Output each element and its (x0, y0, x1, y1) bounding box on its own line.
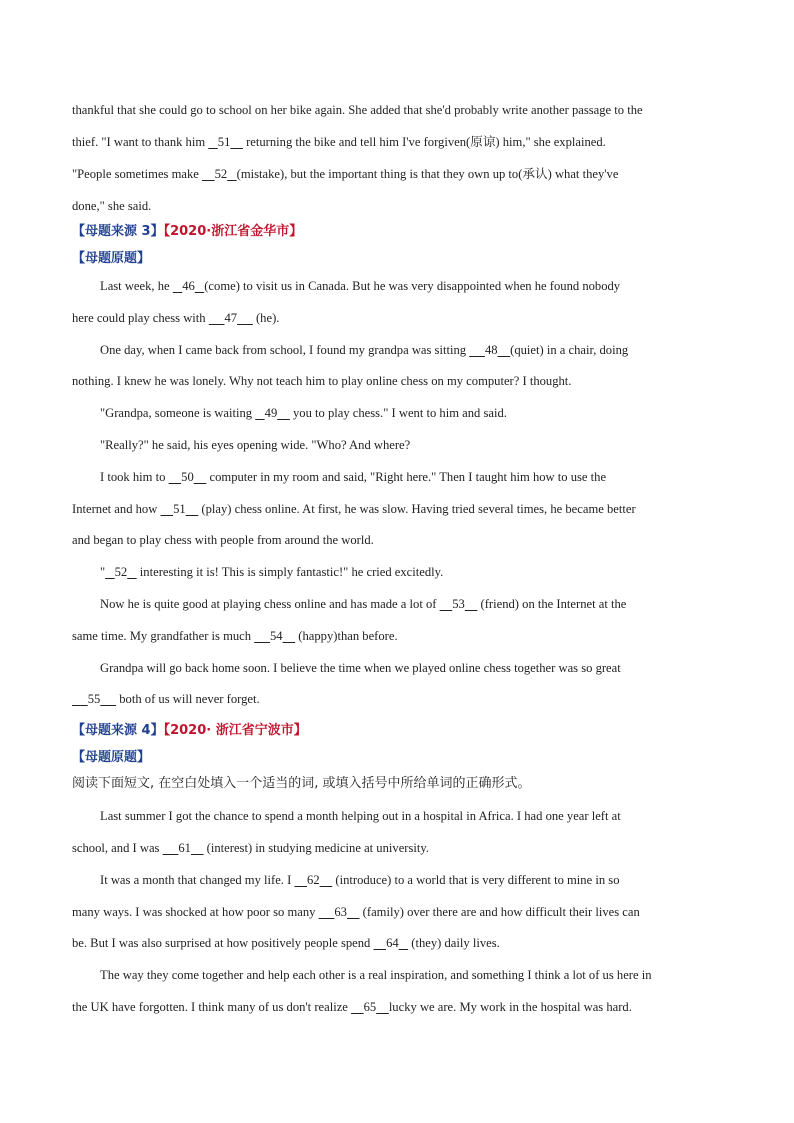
question-label: 【母题原题】 (72, 251, 151, 266)
text-line: It was a month that changed my life. I 62 (introduce) to a world that is very different to mine in so (100, 873, 620, 887)
text-line: "Really?" he said, his eyes opening wide. "Who? And where? (100, 438, 411, 452)
text-line (72, 165, 722, 183)
paragraph-text: (mistake), but the important thing is that they own up to(承认) what they've (236, 167, 619, 181)
source-origin: 【2020·浙江省金华市】 (163, 224, 303, 239)
source-heading (72, 223, 302, 241)
text-line: and began to play chess with people from around the world. (72, 533, 374, 547)
instruction-text: 阅读下面短文, 在空白处填入一个适当的词, 或填入括号中所给单词的正确形式。 (72, 776, 531, 791)
text-line: same time. My grandfather is much 54 (happy)than before. (72, 629, 398, 643)
source-heading (72, 722, 307, 740)
text-line: be. But I was also surprised at how positively people spend 64 (they) daily lives. (72, 936, 500, 950)
source-origin: 【2020· 浙江省宁波市】 (163, 723, 307, 738)
text-line: 55 both of us will never forget. (72, 690, 722, 708)
answer-blank-64[interactable]: 64 (386, 936, 399, 950)
text-line: here could play chess with 47 (he). (72, 311, 280, 325)
text-line: Grandpa will go back home soon. I believe the time when we played online chess together was so great (100, 661, 621, 675)
paragraph-text: thief. "I want to thank him (72, 135, 209, 149)
paragraph-text: thankful that she could go to school on her bike again. She added that she'd probably write another passage to the (72, 103, 643, 117)
text-line: One day, when I came back from school, I found my grandpa was sitting 48 (quiet) in a chair, doing (100, 343, 629, 357)
text-line: Internet and how 51 (play) chess online. At first, he was slow. Having tried several times, he became better (72, 502, 636, 516)
text-line: "Grandpa, someone is waiting 49 you to play chess." I went to him and said. (100, 406, 507, 420)
text-line (72, 101, 722, 119)
question-heading (72, 749, 150, 767)
answer-blank-46[interactable]: 46 (182, 279, 195, 293)
text-line: the UK have forgotten. I think many of us don't realize 65 lucky we are. My work in the hospital was hard. (72, 1000, 632, 1014)
source-label: 【母题来源 4】 (72, 723, 164, 738)
answer-blank-47[interactable]: 47 (224, 311, 238, 325)
answer-blank-52[interactable]: 52 (214, 167, 228, 181)
answer-blank-65[interactable]: 65 (363, 1000, 377, 1014)
answer-blank-48[interactable]: 48 (484, 343, 498, 357)
text-line (72, 133, 722, 151)
answer-blank-63[interactable]: 63 (334, 905, 347, 919)
text-line: many ways. I was shocked at how poor so many 63 (family) over there are and how difficult their lives can (72, 905, 640, 919)
text-line: nothing. I knew he was lonely. Why not teach him to play online chess on my computer? I thought. (72, 374, 572, 388)
question-label: 【母题原题】 (72, 750, 151, 765)
answer-blank-62[interactable]: 62 (307, 873, 320, 887)
answer-blank-49[interactable]: 49 (264, 406, 278, 420)
text-line: " 52 interesting it is! This is simply fantastic!" he cried excitedly. (100, 565, 444, 579)
answer-blank-51b[interactable]: 51 (173, 502, 186, 516)
question-heading (72, 250, 150, 268)
answer-blank-50[interactable]: 50 (181, 470, 194, 484)
text-line: The way they come together and help each other is a real inspiration, and something I think a lot of us here in (100, 968, 652, 982)
answer-blank-52b[interactable]: 52 (114, 565, 128, 579)
paragraph-text: returning the bike and tell him I've forgiven(原谅) him," she explained. (242, 135, 606, 149)
text-line: Last summer I got the chance to spend a month helping out in a hospital in Africa. I had one year left at (100, 809, 621, 823)
paragraph-text: done," she said. (72, 199, 152, 213)
paragraph-text: "People sometimes make (72, 167, 203, 181)
answer-blank-53[interactable]: 53 (452, 597, 465, 611)
text-line: I took him to 50 computer in my room and said, "Right here." Then I taught him how to use the (100, 470, 607, 484)
text-line: school, and I was 61 (interest) in studying medicine at university. (72, 841, 430, 855)
answer-blank-51[interactable]: 51 (217, 135, 231, 149)
text-line: Last week, he 46 (come) to visit us in Canada. But he was very disappointed when he found nobody (100, 279, 621, 293)
answer-blank-55[interactable]: 55 (87, 692, 101, 706)
text-line: Now he is quite good at playing chess online and has made a lot of 53 (friend) on the Internet at the (100, 597, 627, 611)
source-label: 【母题来源 3】 (72, 224, 164, 239)
answer-blank-54[interactable]: 54 (269, 629, 283, 643)
text-line (72, 197, 722, 215)
answer-blank-61[interactable]: 61 (178, 841, 191, 855)
